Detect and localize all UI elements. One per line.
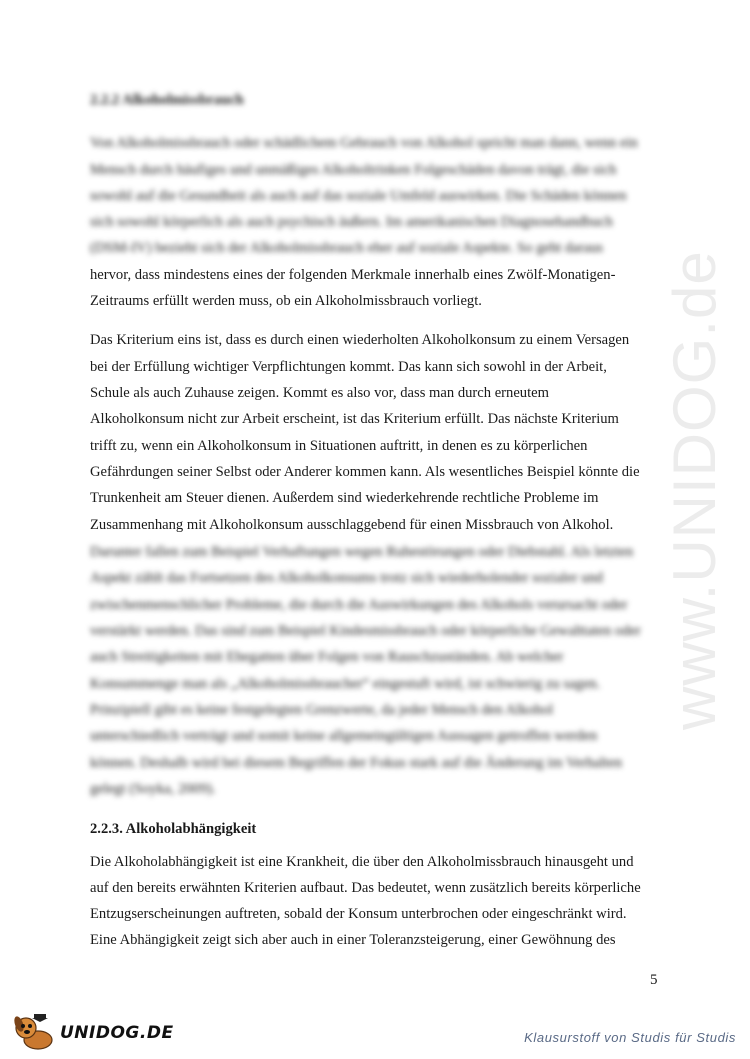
blurred-text-line: können. Deshalb wird bei diesem Begriffen der Fokus stark auf die Änderung im Verhalten <box>90 755 623 771</box>
text-line: hervor, dass mindestens eines der folgenden Merkmale innerhalb eines Zwölf-Monatigen- <box>90 267 616 283</box>
section-heading: 2.2.3. Alkoholabhängigkeit <box>90 821 257 837</box>
text-line: bei der Erfüllung wichtiger Verpflichtungen kommt. Das kann sich sowohl in der Arbeit, <box>90 359 607 375</box>
text-line: trifft zu, wenn ein Alkoholkonsum in Situationen auftritt, in denen es zu körperlichen <box>90 438 588 454</box>
text-line: Das Kriterium eins ist, dass es durch einen wiederholten Alkoholkonsum zu einem Versagen <box>90 332 630 348</box>
dog-mascot-icon <box>8 1010 60 1052</box>
footer-tagline: Klausurstoff von Studis für Studis <box>524 1030 736 1045</box>
blurred-text-line: gelegt (Soyka, 2009). <box>90 781 216 797</box>
blurred-text-line: Darunter fallen zum Beispiel Verhaftungen wegen Ruhestörungen oder Diebstahl. Als letzten <box>90 544 634 560</box>
blurred-text-line: sowohl auf die Gesundheit als auch auf das soziale Umfeld auswirken. Die Schäden können <box>90 188 627 204</box>
blurred-text-line: Konsummenge man als „Alkoholmissbraucher“ eingestuft wird, ist schwierig zu sagen. <box>90 676 601 692</box>
blurred-text-line: unterschiedlich verträgt und somit keine allgemeingültigen Aussagen getroffen werden <box>90 728 598 744</box>
section-heading-blurred: 2.2.2 Alkoholmissbrauch <box>90 92 244 108</box>
text-line: Gefährdungen seiner Selbst oder Anderer kommen kann. Als wesentliches Beispiel könnte die <box>90 464 640 480</box>
text-line: Die Alkoholabhängigkeit ist eine Krankheit, die über den Alkoholmissbrauch hinausgeht und <box>90 854 634 870</box>
text-line: Zusammenhang mit Alkoholkonsum ausschlaggebend für einen Missbrauch von Alkohol. <box>90 517 614 533</box>
unidog-logo[interactable] <box>8 1010 174 1052</box>
watermark: www.UNIDOG.de <box>661 250 728 730</box>
blurred-text-line: Von Alkoholmissbrauch oder schädlichem Gebrauch von Alkohol spricht man dann, wenn ein <box>90 135 638 151</box>
blurred-text-line: Mensch durch häufiges und unmäßiges Alkoholtrinken Folgeschäden davon trägt, die sich <box>90 162 617 178</box>
blurred-text-line: Aspekt zählt das Fortsetzen des Alkoholkonsums trotz sich wiederholender sozialer und <box>90 570 604 586</box>
blurred-text-line: verstärkt werden. Das sind zum Beispiel Kindesmissbrauch oder körperliche Gewalttaten oder <box>90 623 641 639</box>
text-line: Eine Abhängigkeit zeigt sich aber auch in einer Toleranzsteigerung, einer Gewöhnung des <box>90 932 616 948</box>
text-line: Alkoholkonsum nicht zur Arbeit erscheint, ist das Kriterium erfüllt. Das nächste Kriterium <box>90 411 619 427</box>
text-line: auf den bereits erwähnten Kriterien aufbaut. Das bedeutet, wenn zusätzlich bereits körperliche <box>90 880 641 896</box>
blurred-text-line: Prinzipiell gibt es keine festgelegten Grenzwerte, da jeder Mensch den Alkohol <box>90 702 554 718</box>
page-number: 5 <box>650 972 658 988</box>
blurred-text-line: (DSM-IV) bezieht sich der Alkoholmissbrauch eher auf soziale Aspekte. So geht daraus <box>90 240 604 256</box>
blurred-text-line: auch Streitigkeiten mit Ehegatten über Folgen von Rauschzuständen. Ab welcher <box>90 649 564 665</box>
logo-text: UNIDOG.DE <box>60 1023 174 1043</box>
text-line: Schule als auch Zuhause zeigen. Kommt es also vor, dass man durch erneutem <box>90 385 549 401</box>
text-line: Zeitraums erfüllt werden muss, ob ein Alkoholmissbrauch vorliegt. <box>90 293 482 309</box>
blurred-text-line: zwischenmenschlicher Probleme, die durch die Auswirkungen des Alkohols verursacht oder <box>90 597 628 613</box>
blurred-text-line: sich sowohl körperlich als auch psychisch äußern. Im amerikanischen Diagnosehandbuch <box>90 214 613 230</box>
text-line: Trunkenheit am Steuer dienen. Außerdem sind wiederkehrende rechtliche Probleme im <box>90 490 599 506</box>
text-line: Entzugserscheinungen auftreten, sobald der Konsum unterbrochen oder eingeschränkt wird. <box>90 906 627 922</box>
